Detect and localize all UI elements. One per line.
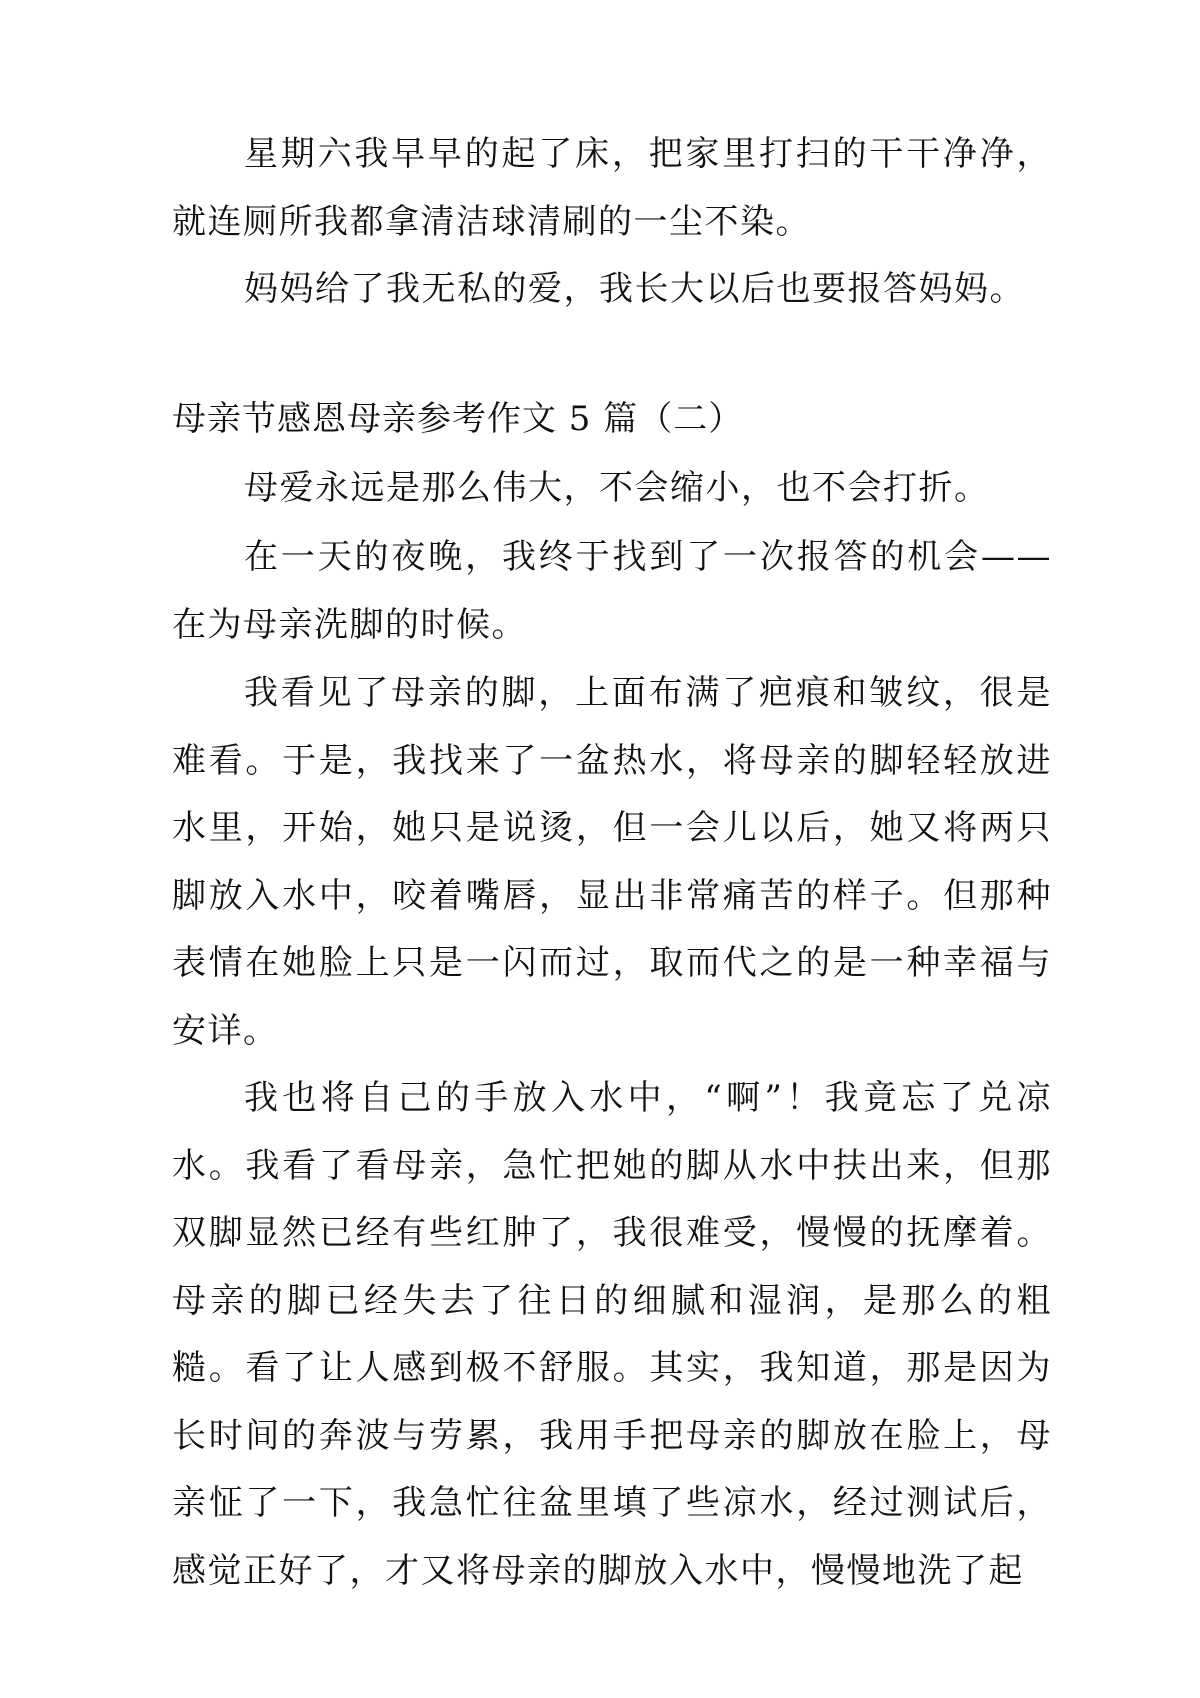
section-title: 母亲节感恩母亲参考作文 5 篇（二） <box>172 399 744 439</box>
paragraph-saturday-cleaning: 星期六我早早的起了床，把家里打扫的干干净净，就连厕所我都拿清洁球清刷的一尘不染。 <box>172 134 1052 242</box>
paragraph-washing-feet: 我也将自己的手放入水中，“啊”！我竟忘了兑凉水。我看了看母亲，急忙把她的脚从水中扶出来，但那双脚显然已经有些红肿了，我很难受，慢慢的抚摩着。母亲的脚已经失去了往日的细腻和湿润，是那么的粗糙。看了让人感到极不舒服。其实，我知道，那是因为长时间的奔波与劳累，我用手把母亲的脚放在脸上，母亲怔了一下，我急忙往盆里填了些凉水，经过测试后，感觉正好了，才又将母亲的脚放入水中，慢慢地洗了起 <box>172 1078 1052 1591</box>
paragraph-repay-mother: 妈妈给了我无私的爱，我长大以后也要报答妈妈。 <box>244 269 1025 309</box>
paragraph-mother-feet: 我看见了母亲的脚，上面布满了疤痕和皱纹，很是难看。于是，我找来了一盆热水，将母亲的脚轻轻放进水里，开始，她只是说烫，但一会儿以后，她又将两只脚放入水中，咬着嘴唇，显出非常痛苦的样子。但那种表情在她脸上只是一闪而过，取而代之的是一种幸福与安详。 <box>172 673 1052 1051</box>
paragraph-night-opportunity: 在一天的夜晚，我终于找到了一次报答的机会——在为母亲洗脚的时候。 <box>172 537 1052 645</box>
paragraph-mother-love: 母爱永远是那么伟大，不会缩小，也不会打折。 <box>244 468 990 508</box>
